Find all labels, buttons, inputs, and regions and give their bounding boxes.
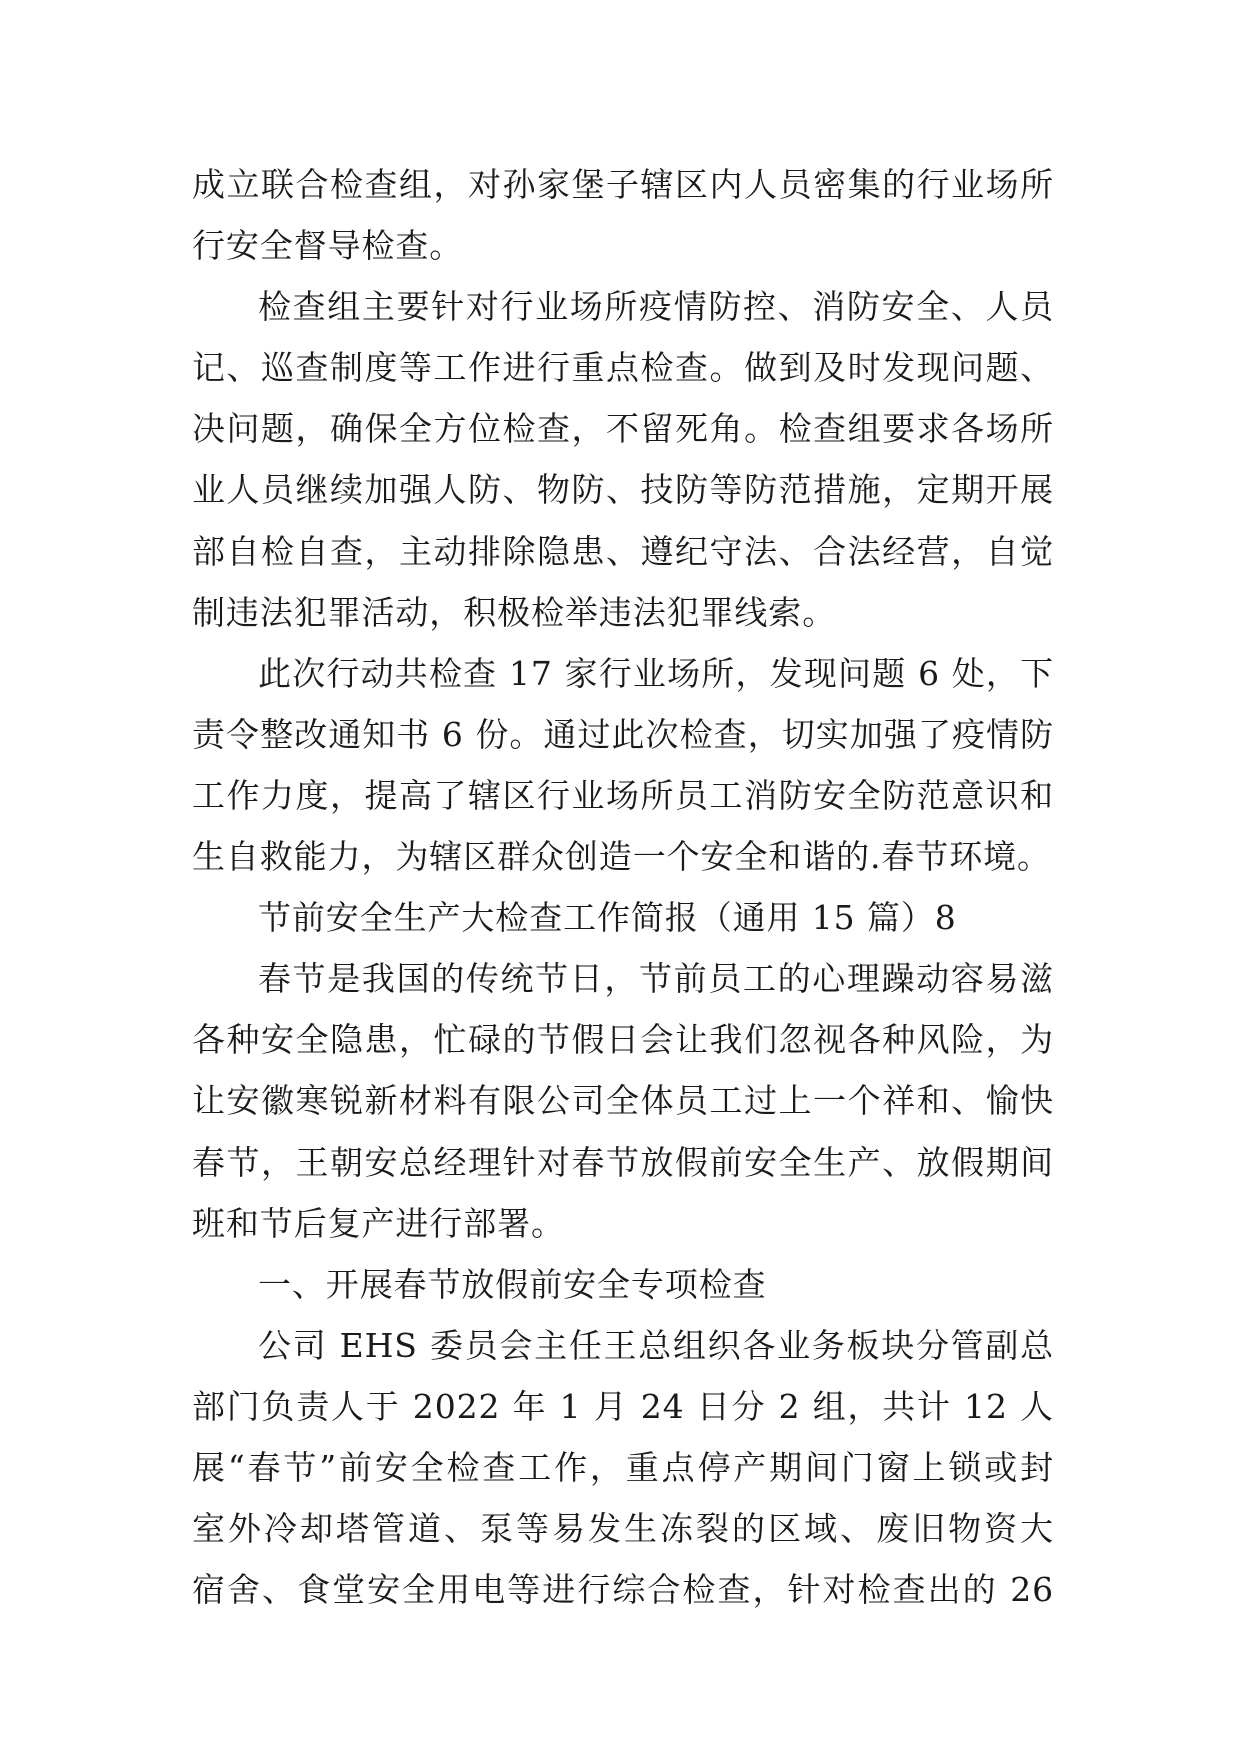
- text-line: 展“春节”前安全检查工作，重点停产期间门窗上锁或封: [192, 1447, 1054, 1487]
- body-text: [192, 154, 1054, 1620]
- text-line: 业人员继续加强人防、物防、技防等防范措施，定期开展: [192, 470, 1054, 510]
- text-line: 室外冷却塔管道、泵等易发生冻裂的区域、废旧物资大: [192, 1509, 1054, 1549]
- text-line: 部自检自查，主动排除隐患、遵纪守法、合法经营，自觉: [192, 531, 1054, 571]
- text-line: 工作力度，提高了辖区行业场所员工消防安全防范意识和: [192, 775, 1054, 815]
- text-line: 宿舍、食堂安全用电等进行综合检查，针对检查出的 26: [192, 1570, 1054, 1610]
- text-line: 制违法犯罪活动，积极检举违法犯罪线索。: [192, 592, 837, 632]
- text-line: 记、巡查制度等工作进行重点检查。做到及时发现问题、: [192, 348, 1054, 388]
- text-line: 让安徽寒锐新材料有限公司全体员工过上一个祥和、愉快: [192, 1081, 1054, 1121]
- text-line: 部门负责人于 2022 年 1 月 24 日分 2 组，共计 12 人: [192, 1386, 1054, 1426]
- text-line: 决问题，确保全方位检查，不留死角。检查组要求各场所: [192, 409, 1054, 449]
- text-line: 各种安全隐患，忙碌的节假日会让我们忽视各种风险，为: [192, 1020, 1054, 1060]
- text-line: 成立联合检查组，对孙家堡子辖区内人员密集的行业场所: [192, 165, 1054, 204]
- section-title: 节前安全生产大检查工作简报（通用 15 篇）8: [258, 898, 957, 938]
- section-heading: 一、开展春节放假前安全专项检查: [258, 1264, 767, 1304]
- text-line: 班和节后复产进行部署。: [192, 1203, 565, 1243]
- text-line: 生自救能力，为辖区群众创造一个安全和谐的.春节环境。: [192, 837, 1051, 877]
- text-line: 公司 EHS 委员会主任王总组织各业务板块分管副总: [258, 1325, 1054, 1365]
- text-line: 行安全督导检查。: [192, 226, 464, 266]
- text-line: 春节，王朝安总经理针对春节放假前安全生产、放假期间: [192, 1142, 1054, 1182]
- text-line: 春节是我国的传统节日，节前员工的心理躁动容易滋: [258, 959, 1054, 999]
- text-line: 责令整改通知书 6 份。通过此次检查，切实加强了疫情防: [192, 714, 1054, 754]
- text-line: 检查组主要针对行业场所疫情防控、消防安全、人员: [258, 287, 1054, 327]
- text-line: 此次行动共检查 17 家行业场所，发现问题 6 处，下: [258, 653, 1054, 693]
